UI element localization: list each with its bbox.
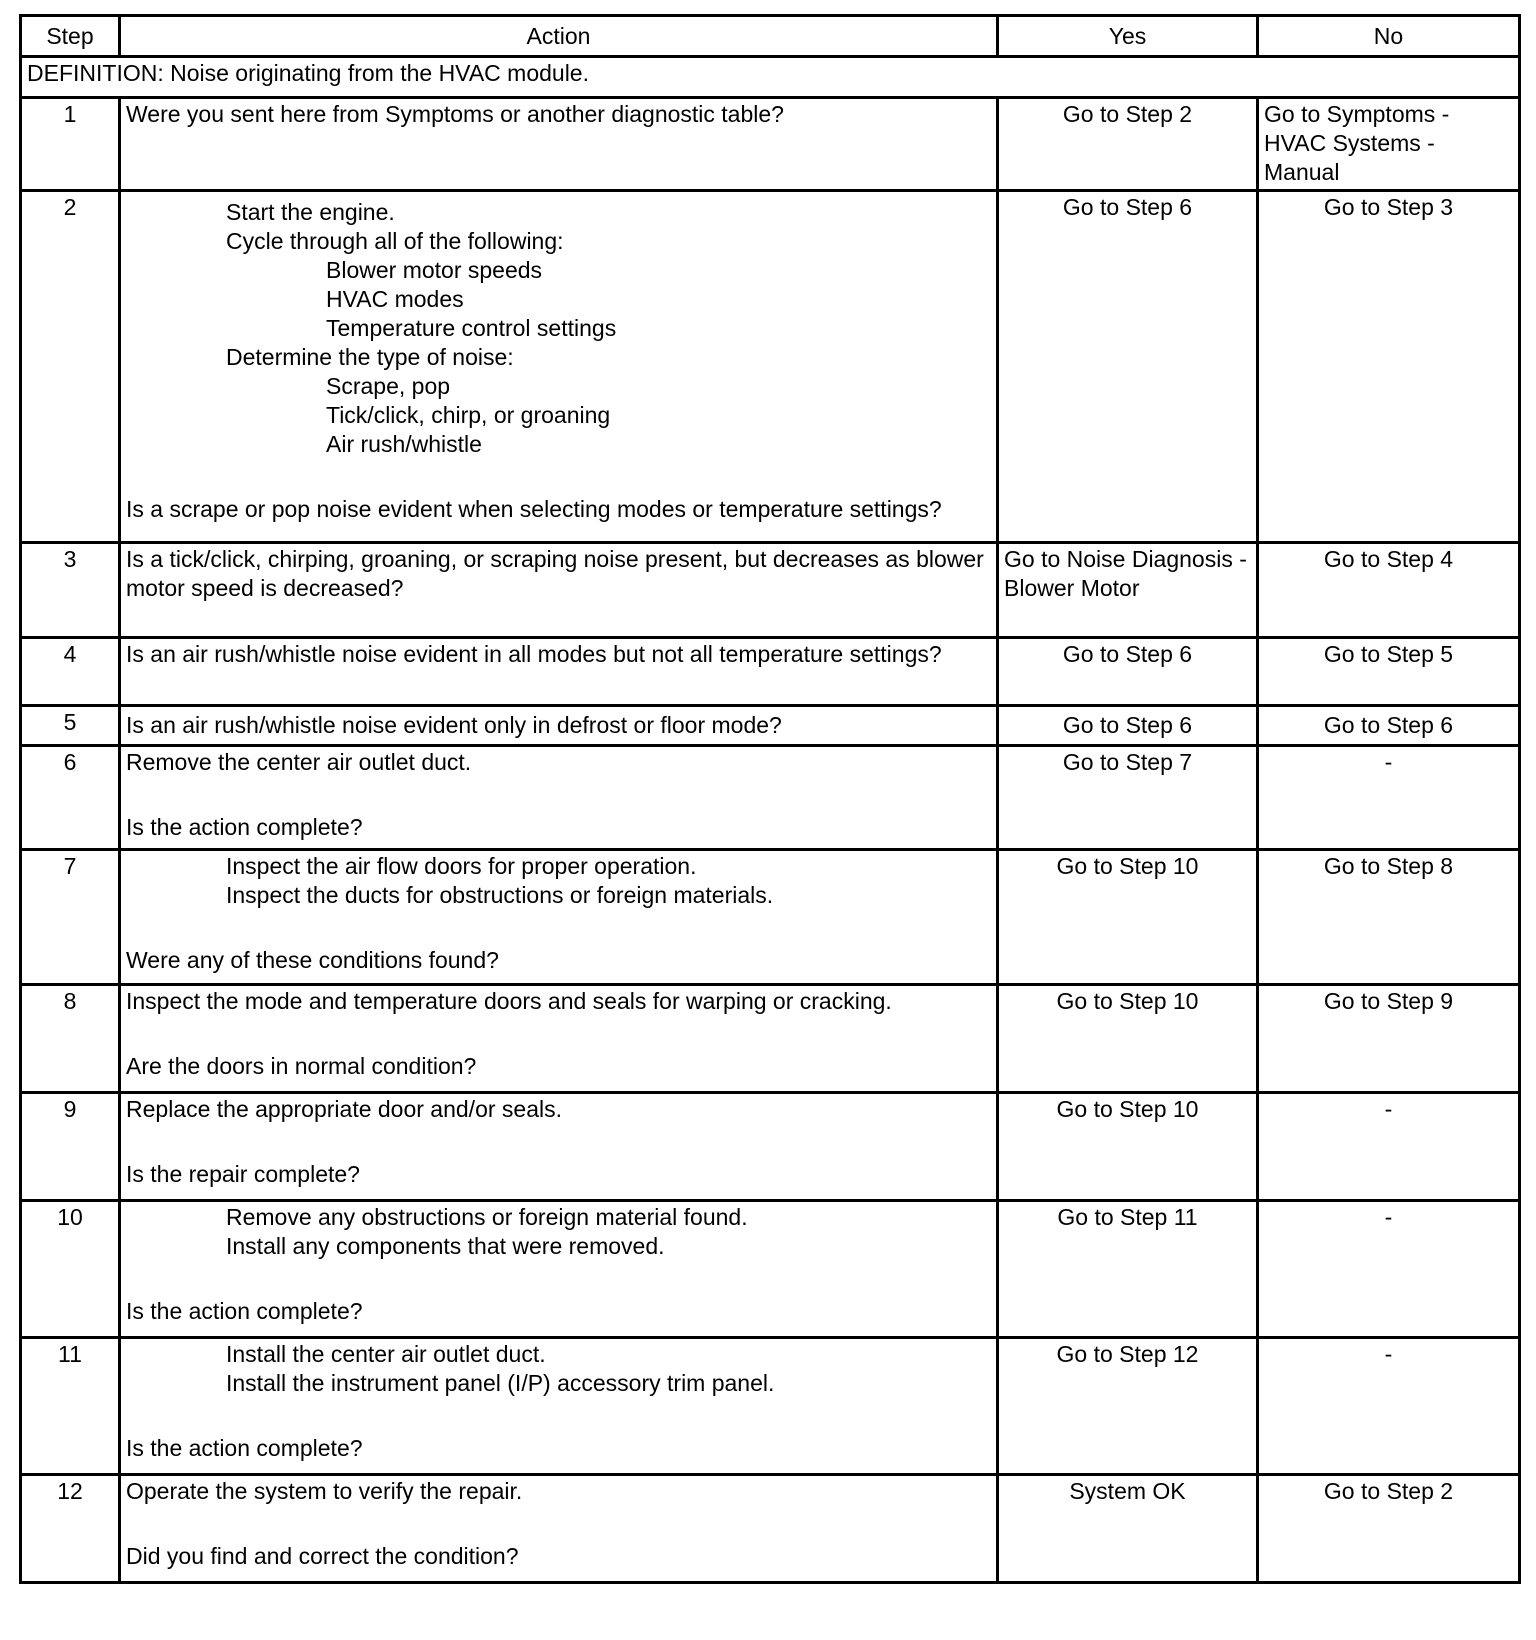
action-text: Tick/click, chirp, or groaning [326,402,611,428]
action-text: Scrape, pop [326,373,451,399]
action-text: Cycle through all of the following: [226,228,564,254]
action-text: Is an air rush/whistle noise evident in all modes but not all temperature settings? [126,641,942,667]
table-row [21,985,1520,1093]
step-number: 4 [21,638,120,706]
diagnostic-table [19,14,1521,1584]
action-cell [120,638,998,706]
action-cell [120,1338,998,1475]
yes-cell: Go to Step 6 [998,638,1258,706]
table-row [21,191,1520,543]
action-text: Inspect the ducts for obstructions or foreign materials. [226,882,774,908]
step-number: 7 [21,850,120,985]
no-cell: - [1258,1093,1520,1201]
action-text: HVAC modes [326,286,464,312]
yes-cell: Go to Step 10 [998,850,1258,985]
step-number: 8 [21,985,120,1093]
header-row [21,16,1520,57]
action-cell [120,98,998,191]
action-question: Is a scrape or pop noise evident when selecting modes or temperature settings? [126,496,942,522]
action-text: Remove the center air outlet duct. [126,749,472,775]
action-cell [120,746,998,850]
action-text: Were you sent here from Symptoms or another diagnostic table? [126,101,784,127]
no-cell: - [1258,746,1520,850]
step-number: 10 [21,1201,120,1338]
action-text: Inspect the mode and temperature doors and seals for warping or cracking. [126,988,892,1014]
table-row [21,1201,1520,1338]
step-number: 1 [21,98,120,191]
action-text: Install the instrument panel (I/P) accessory trim panel. [226,1370,775,1396]
action-question: Were any of these conditions found? [126,947,499,973]
action-cell [120,543,998,638]
step-number: 5 [21,706,120,746]
step-number: 6 [21,746,120,850]
action-cell [120,191,998,543]
no-cell: Go to Step 9 [1258,985,1520,1093]
action-text: Start the engine. [226,199,395,225]
table-row [21,98,1520,191]
header-yes: Yes [998,16,1258,57]
yes-cell: Go to Step 6 [998,706,1258,746]
no-cell: Go to Step 5 [1258,638,1520,706]
table-row [21,746,1520,850]
step-number: 12 [21,1475,120,1583]
action-cell [120,1475,998,1583]
yes-cell: Go to Step 7 [998,746,1258,850]
header-action: Action [120,16,998,57]
step-number: 9 [21,1093,120,1201]
yes-cell: Go to Step 10 [998,985,1258,1093]
step-number: 2 [21,191,120,543]
action-cell [120,1201,998,1338]
action-cell [120,850,998,985]
table-row [21,1475,1520,1583]
yes-cell: Go to Noise Diagnosis - Blower Motor [998,543,1258,638]
no-cell: - [1258,1201,1520,1338]
no-cell: Go to Step 6 [1258,706,1520,746]
yes-cell: Go to Step 11 [998,1201,1258,1338]
yes-cell: Go to Step 10 [998,1093,1258,1201]
header-no: No [1258,16,1520,57]
no-cell: - [1258,1338,1520,1475]
action-text: Air rush/whistle [326,431,482,457]
action-cell [120,985,998,1093]
action-question: Is the action complete? [126,1435,363,1461]
action-question: Are the doors in normal condition? [126,1053,477,1079]
action-question: Is the action complete? [126,1298,363,1324]
action-text: Is an air rush/whistle noise evident only in defrost or floor mode? [126,712,782,738]
yes-cell: Go to Step 6 [998,191,1258,543]
action-text: Remove any obstructions or foreign material found. [226,1204,748,1230]
yes-cell: Go to Step 12 [998,1338,1258,1475]
action-text: Temperature control settings [326,315,617,341]
definition-text: DEFINITION: Noise originating from the HVAC module. [21,57,1520,98]
action-cell [120,1093,998,1201]
no-cell: Go to Step 8 [1258,850,1520,985]
table-row [21,1338,1520,1475]
action-question: Is the action complete? [126,814,363,840]
action-text: Operate the system to verify the repair. [126,1478,523,1504]
action-text: Replace the appropriate door and/or seals. [126,1096,563,1122]
table-row [21,706,1520,746]
step-number: 11 [21,1338,120,1475]
action-text: Inspect the air flow doors for proper operation. [226,853,697,879]
step-number: 3 [21,543,120,638]
definition-row [21,57,1520,98]
action-text: Install the center air outlet duct. [226,1341,546,1367]
action-text: Blower motor speeds [326,257,543,283]
action-text: Install any components that were removed. [226,1233,665,1259]
table-row [21,1093,1520,1201]
yes-cell: System OK [998,1475,1258,1583]
no-cell: Go to Symptoms - HVAC Systems - Manual [1258,98,1520,191]
action-cell [120,706,998,746]
action-question: Is the repair complete? [126,1161,360,1187]
no-cell: Go to Step 4 [1258,543,1520,638]
action-text: Determine the type of noise: [226,344,514,370]
table-row [21,543,1520,638]
action-text: Is a tick/click, chirping, groaning, or scraping noise present, but decreases as blower motor speed is decreased? [126,546,984,601]
header-step: Step [21,16,120,57]
table-row [21,850,1520,985]
no-cell: Go to Step 2 [1258,1475,1520,1583]
action-question: Did you find and correct the condition? [126,1543,519,1569]
table-row [21,638,1520,706]
no-cell: Go to Step 3 [1258,191,1520,543]
yes-cell: Go to Step 2 [998,98,1258,191]
